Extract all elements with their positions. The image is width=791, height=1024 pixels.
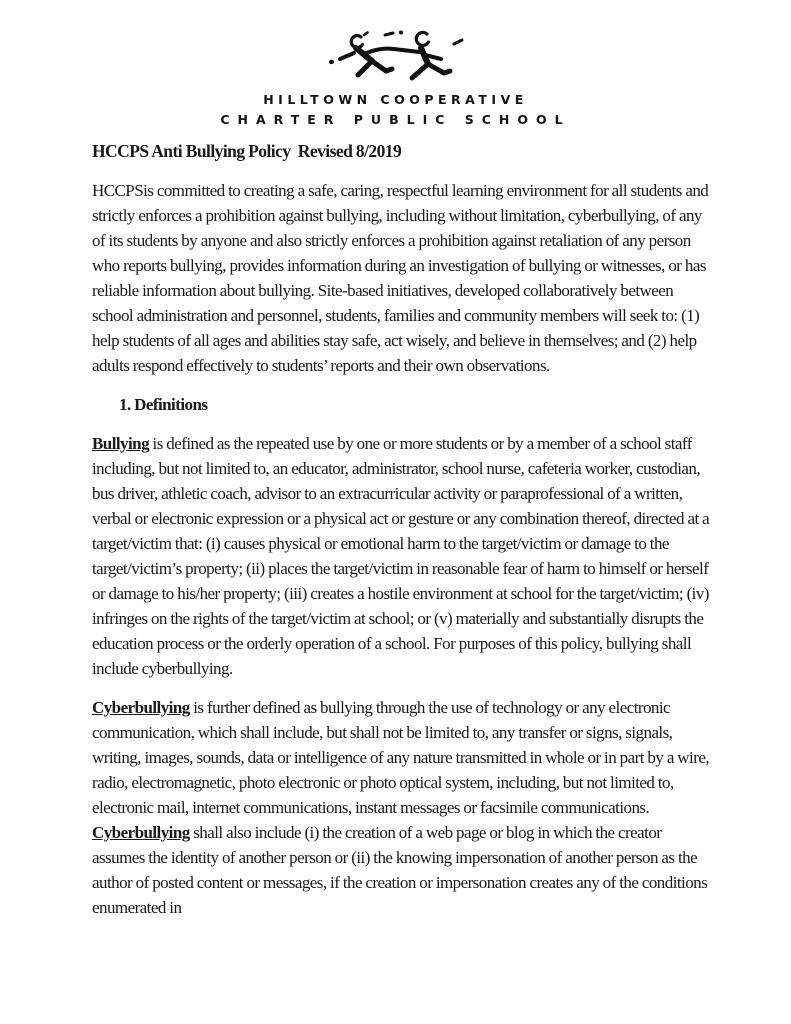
bullying-term: Bullying [92, 433, 150, 453]
policy-body [92, 139, 713, 920]
two-running-children-icon [321, 28, 471, 90]
cyberbullying-definition-text-1: is further defined as bullying through the use of technology or any electronic communication, which shall include, but shall not be limited to, any transfer or signs, signals, writing, images, sounds, data or intelligence of any nature transmitted in whole or in part by a wire, radio, electromagnetic, photo electronic or photo optical system, including, but not limited to, electronic mail, internet communications, instant messages or facsimile communications. [92, 697, 710, 817]
intro-paragraph [92, 178, 713, 378]
bullying-definition-paragraph [92, 431, 713, 681]
school-letterhead [0, 0, 791, 129]
policy-title: HCCPS Anti Bullying Policy Revised 8/2019 [92, 140, 402, 161]
definitions-heading: 1. Definitions [119, 394, 208, 414]
cyberbullying-definition-text-2: shall also include (i) the creation of a web page or blog in which the creator assumes the identity of another person or (ii) the knowing impersonation of another person as the author of posted content or messages, if the creation or impersonation creates any of the conditions enumerated in [92, 822, 708, 917]
intro-text: HCCPSis committed to creating a safe, caring, respectful learning environment for all students and strictly enforces a prohibition against bullying, including without limitation, cyberbullying, of any of its students by anyone and also strictly enforces a prohibition against retaliation of any person who reports bullying, provides information during an investigation of bullying or witnesses, or has reliable information about bullying. Site-based initiatives, developed collaboratively between school administration and personnel, students, families and community members will seek to: (1) help students of all ages and abilities stay safe, act wisely, and believe in themselves; and (2) help adults respond effectively to students’ reports and their own observations. [92, 180, 709, 375]
cyberbullying-term: Cyberbullying [92, 697, 190, 717]
school-name-line1: HILLTOWN COOPERATIVE [263, 92, 528, 107]
cyberbullying-term-2: Cyberbullying [92, 822, 190, 842]
school-logo [321, 28, 471, 90]
school-name-line2: CHARTER PUBLIC SCHOOL [220, 111, 571, 127]
cyberbullying-definition-paragraph [92, 695, 713, 920]
bullying-definition-text: is defined as the repeated use by one or more students or by a member of a school staff including, but not limited to, an educator, administrator, school nurse, cafeteria worker, custodian, bus driver, athletic coach, advisor to an extracurricular activity or paraprofessional of a written, verbal or electronic expression or a physical act or gesture or any combination thereof, directed at a target/victim that: (i) causes physical or emotional harm to the target/victim or damage to the target/victim’s property; (ii) places the target/victim in reasonable fear of harm to himself or herself or damage to his/her property; (iii) creates a hostile environment at school for the target/victim; (iv) infringes on the rights of the target/victim at school; or (v) materially and substantially disrupts the education process or the orderly operation of a school. For purposes of this policy, bullying shall include cyberbullying. [92, 433, 710, 678]
